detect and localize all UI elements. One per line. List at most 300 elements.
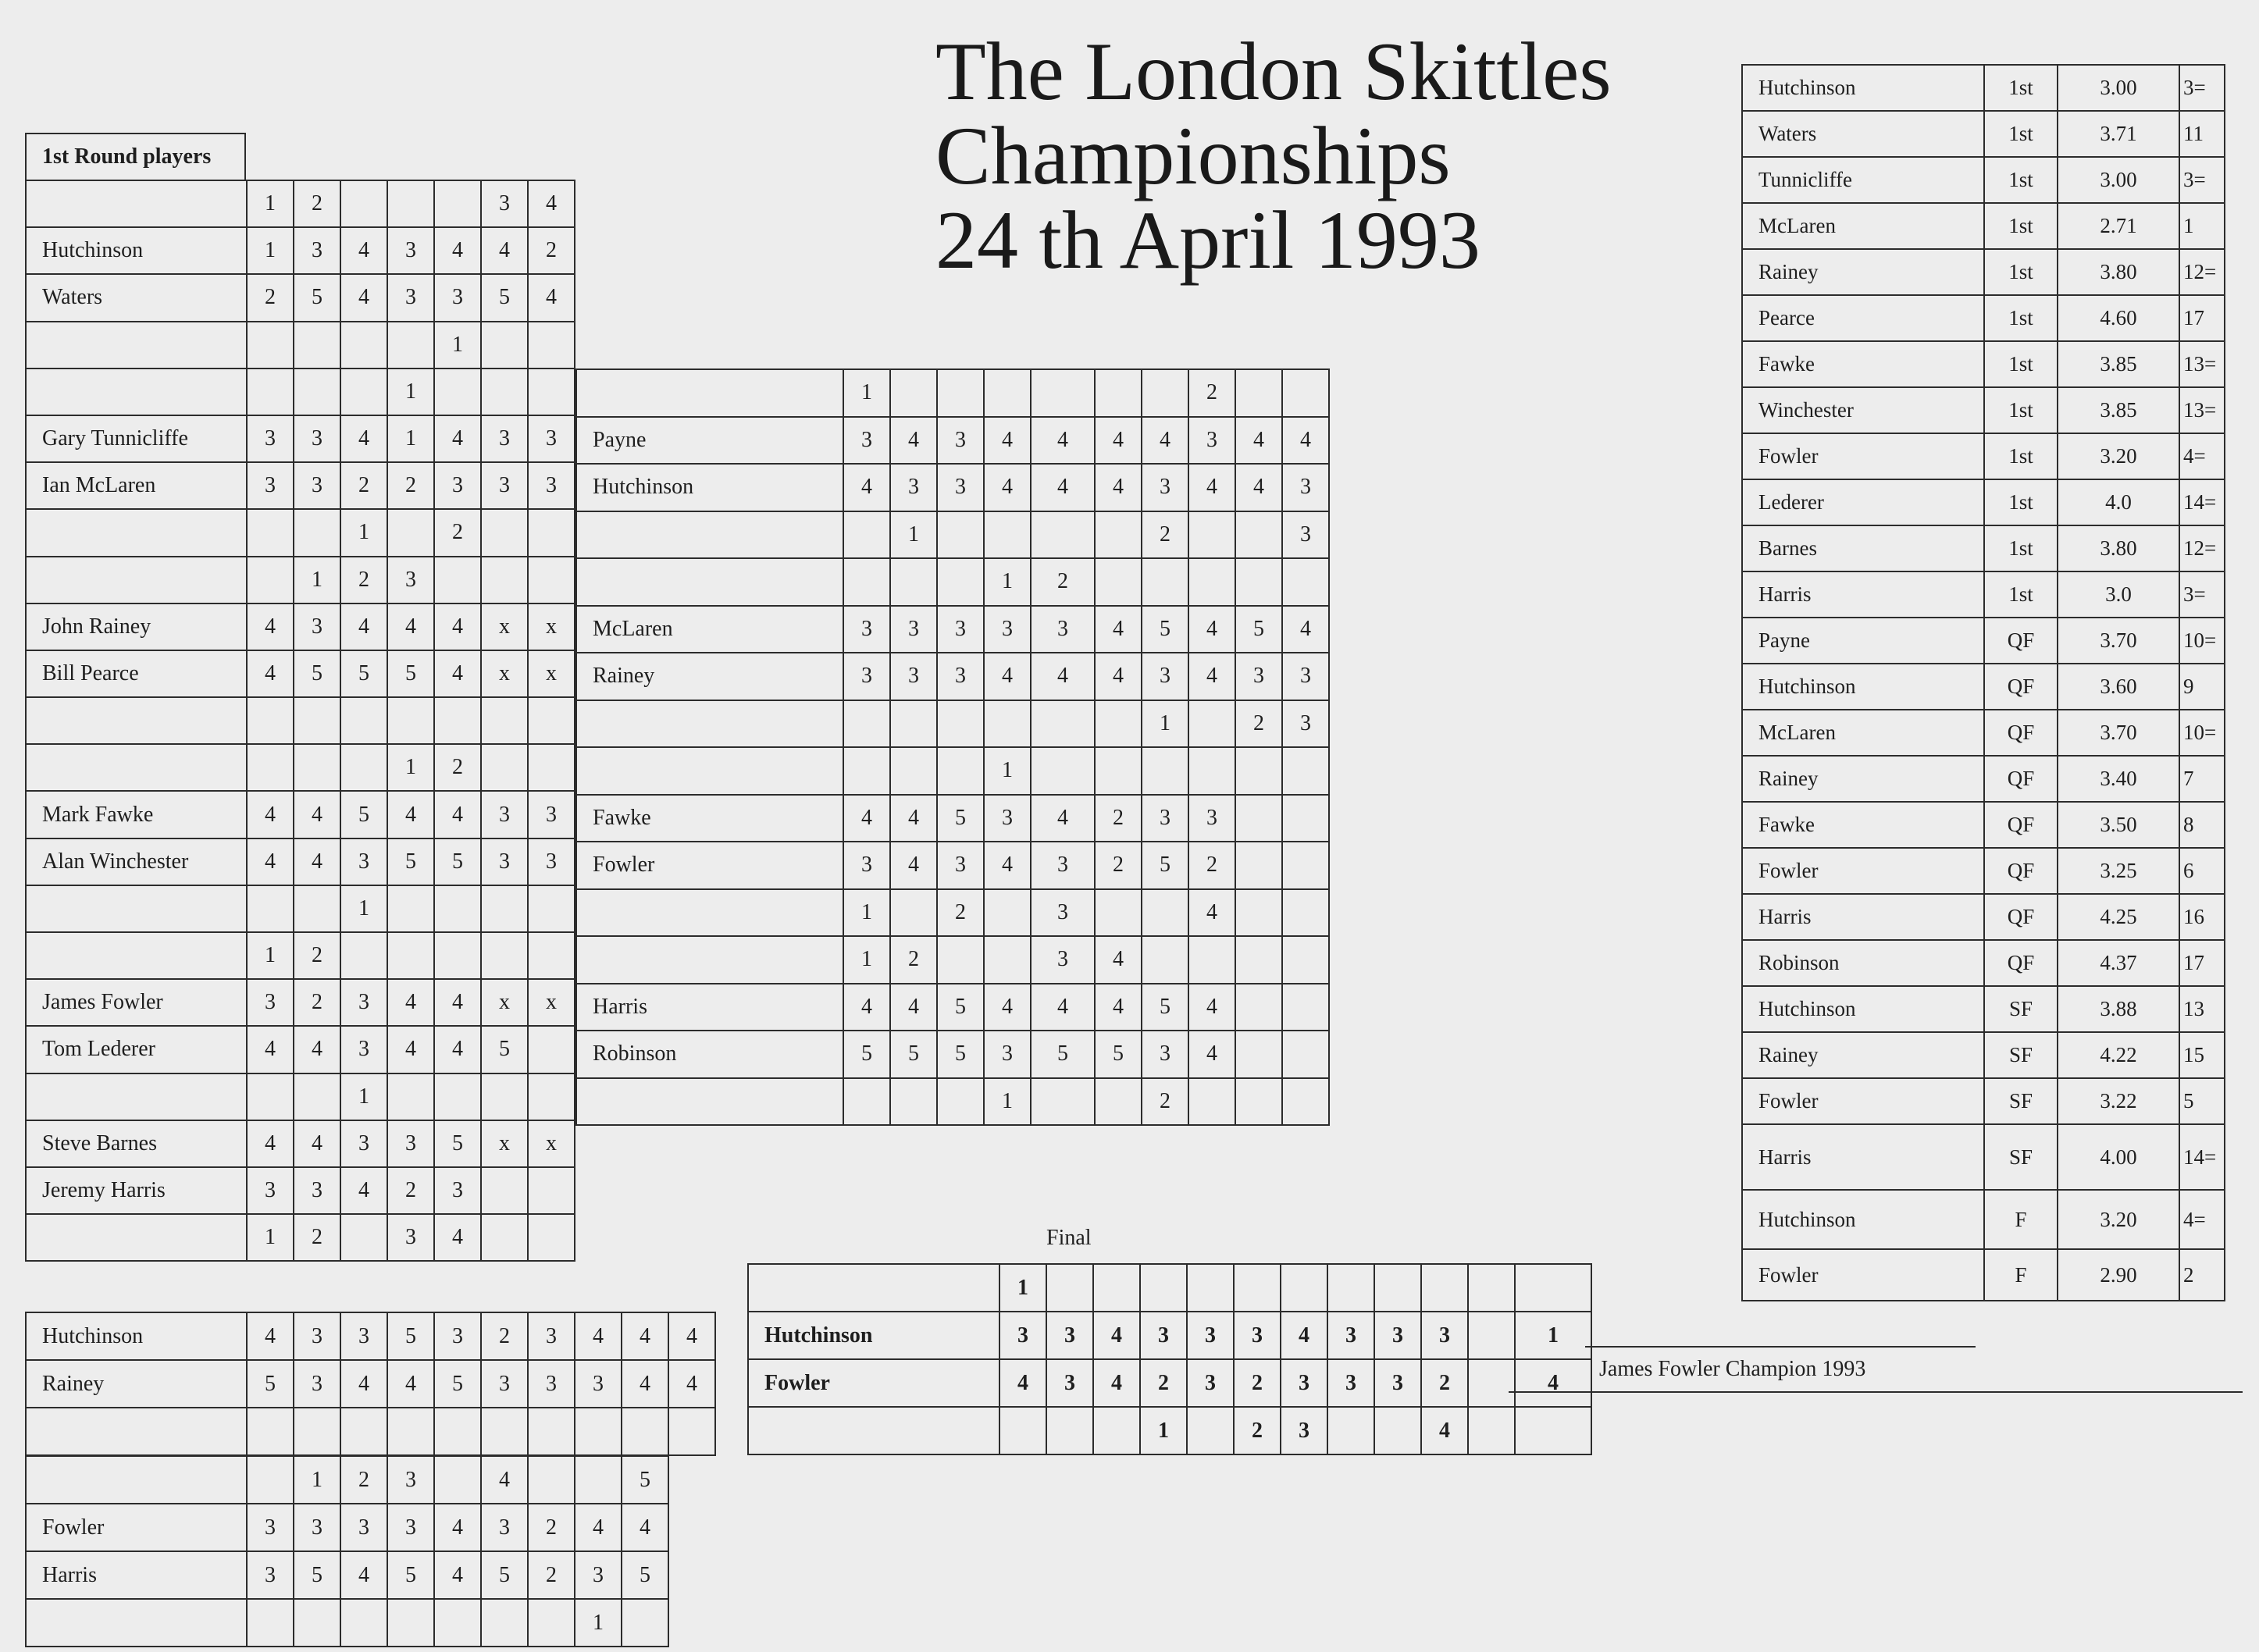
player-name: Harris (1742, 894, 1984, 940)
result-row (1742, 664, 2225, 710)
score-cell: 2 (1142, 1078, 1188, 1126)
score-cell: 4 (294, 838, 340, 885)
average-cell: 3.00 (2058, 157, 2179, 203)
score-cell: 3 (434, 462, 481, 509)
score-cell: 2 (1188, 369, 1235, 417)
score-cell (999, 1407, 1046, 1454)
player-name: Fawke (576, 795, 843, 842)
player-row (26, 885, 575, 932)
player-row (576, 1078, 1329, 1126)
score-cell: 1 (387, 744, 434, 791)
score-cell: 4 (622, 1312, 668, 1360)
score-cell: 4 (434, 791, 481, 838)
score-cell: 3 (340, 1504, 387, 1551)
score-cell (1235, 558, 1282, 606)
score-cell (294, 697, 340, 744)
player-name: Harris (26, 1551, 247, 1599)
score-cell: 3 (1282, 700, 1329, 748)
score-cell (1095, 747, 1142, 795)
score-cell: 3 (1374, 1359, 1421, 1407)
score-cell: 5 (843, 1031, 890, 1078)
score-cell: 3 (1142, 653, 1188, 700)
player-name: Waters (1742, 111, 1984, 157)
score-cell (1095, 558, 1142, 606)
score-cell: 5 (247, 1360, 294, 1408)
score-cell (247, 697, 294, 744)
score-cell: 4 (1031, 417, 1095, 465)
player-row (576, 936, 1329, 984)
score-cell (294, 322, 340, 368)
score-cell: 1 (387, 368, 434, 415)
score-cell (1282, 842, 1329, 889)
score-cell (668, 1408, 715, 1455)
first-round-grid (25, 180, 575, 1262)
round-cell: SF (1984, 986, 2058, 1032)
score-cell (1188, 511, 1235, 559)
player-name: Mark Fawke (26, 791, 247, 838)
score-cell (1282, 558, 1329, 606)
score-cell: 5 (937, 795, 984, 842)
player-row (576, 464, 1329, 511)
score-cell (481, 697, 528, 744)
round-cell: 1st (1984, 157, 2058, 203)
score-cell (1235, 795, 1282, 842)
score-cell (1235, 984, 1282, 1031)
score-cell: 3 (340, 1312, 387, 1360)
score-cell (247, 885, 294, 932)
result-row (1742, 571, 2225, 618)
score-cell: 3 (294, 462, 340, 509)
score-cell (340, 1599, 387, 1647)
score-cell: 1 (340, 885, 387, 932)
player-name: Lederer (1742, 479, 1984, 525)
score-cell: 3 (481, 791, 528, 838)
score-cell: 2 (890, 936, 937, 984)
player-name: Fowler (1742, 848, 1984, 894)
player-name (26, 697, 247, 744)
page-title (935, 26, 1612, 286)
player-name: Barnes (1742, 525, 1984, 571)
round-cell: SF (1984, 1032, 2058, 1078)
score-cell: 3 (843, 417, 890, 465)
round-cell: F (1984, 1249, 2058, 1301)
result-row (1742, 203, 2225, 249)
score-cell: 4 (434, 603, 481, 650)
player-name (26, 885, 247, 932)
score-cell (481, 1073, 528, 1120)
player-name (26, 1599, 247, 1647)
score-cell (481, 744, 528, 791)
score-cell (937, 369, 984, 417)
player-name (26, 509, 247, 556)
score-cell: 3 (387, 1504, 434, 1551)
score-cell: 4 (387, 603, 434, 650)
score-cell: 1 (984, 558, 1031, 606)
score-cell (1282, 889, 1329, 937)
score-cell: 4 (1095, 417, 1142, 465)
player-name: Payne (1742, 618, 1984, 664)
score-cell: 4 (340, 227, 387, 274)
score-cell: 5 (937, 1031, 984, 1078)
score-cell (622, 1408, 668, 1455)
score-cell (481, 885, 528, 932)
score-cell (387, 1408, 434, 1455)
round-cell: QF (1984, 894, 2058, 940)
title-line-3: 24 th April 1993 (935, 194, 1480, 286)
score-cell: 4 (294, 1026, 340, 1073)
score-cell: 3 (434, 1312, 481, 1360)
score-cell (1188, 558, 1235, 606)
score-cell (340, 1214, 387, 1261)
score-cell: 3 (1046, 1359, 1093, 1407)
player-row (26, 322, 575, 368)
score-cell: 4 (999, 1359, 1046, 1407)
average-cell: 3.88 (2058, 986, 2179, 1032)
score-cell: 4 (1188, 889, 1235, 937)
result-row (1742, 940, 2225, 986)
score-cell: 4 (434, 1214, 481, 1261)
score-cell: 3 (247, 462, 294, 509)
score-cell: 3 (481, 838, 528, 885)
score-cell: 4 (1282, 606, 1329, 653)
score-cell (1093, 1407, 1140, 1454)
score-cell: 5 (622, 1456, 668, 1504)
score-cell: 4 (387, 791, 434, 838)
score-cell: 2 (294, 979, 340, 1026)
score-cell: 4 (1188, 653, 1235, 700)
score-cell: 2 (528, 1504, 575, 1551)
score-cell: 3 (1142, 795, 1188, 842)
result-row (1742, 1032, 2225, 1078)
score-cell: 3 (1031, 842, 1095, 889)
score-cell: 3 (984, 606, 1031, 653)
score-cell (528, 368, 575, 415)
score-cell: 3 (528, 838, 575, 885)
score-cell (1187, 1264, 1234, 1312)
player-name: Steve Barnes (26, 1120, 247, 1167)
score-cell (528, 1599, 575, 1647)
player-name (576, 700, 843, 748)
score-cell (1095, 889, 1142, 937)
player-name: Payne (576, 417, 843, 465)
score-cell (528, 885, 575, 932)
average-cell: 3.40 (2058, 756, 2179, 802)
score-cell: 3 (1234, 1312, 1281, 1359)
score-cell: 1 (999, 1264, 1046, 1312)
score-cell: 3 (1046, 1312, 1093, 1359)
player-name (576, 1078, 843, 1126)
average-cell: 3.25 (2058, 848, 2179, 894)
score-cell: 3 (843, 606, 890, 653)
average-cell: 2.71 (2058, 203, 2179, 249)
score-cell (1235, 1078, 1282, 1126)
score-cell: 4 (668, 1360, 715, 1408)
score-cell (247, 509, 294, 556)
player-row (576, 747, 1329, 795)
score-cell: 1 (247, 1214, 294, 1261)
score-cell: 4 (1031, 653, 1095, 700)
round-cell: QF (1984, 618, 2058, 664)
score-cell (434, 697, 481, 744)
score-cell: 4 (1031, 795, 1095, 842)
score-cell (247, 557, 294, 603)
score-cell: 4 (1188, 984, 1235, 1031)
score-cell: 3 (1282, 464, 1329, 511)
score-cell (1235, 369, 1282, 417)
player-name (576, 936, 843, 984)
score-cell (937, 747, 984, 795)
score-cell: 4 (434, 650, 481, 697)
player-row (26, 180, 575, 227)
player-name: Rainey (1742, 249, 1984, 295)
player-row (26, 1456, 668, 1504)
player-name (748, 1264, 999, 1312)
score-cell: 5 (1095, 1031, 1142, 1078)
rank-cell: 17 (2179, 295, 2225, 341)
score-cell: 3 (999, 1312, 1046, 1359)
score-cell: 1 (843, 369, 890, 417)
score-cell (843, 511, 890, 559)
score-cell: 4 (890, 795, 937, 842)
score-cell (340, 1408, 387, 1455)
player-row (748, 1359, 1591, 1407)
score-cell: 4 (340, 415, 387, 462)
score-cell: 4 (1281, 1312, 1327, 1359)
score-cell: 3 (575, 1360, 622, 1408)
score-cell: 4 (1095, 653, 1142, 700)
score-cell (937, 700, 984, 748)
score-cell: 3 (387, 274, 434, 321)
score-cell: 3 (294, 415, 340, 462)
score-cell: 3 (247, 979, 294, 1026)
average-cell: 3.85 (2058, 387, 2179, 433)
score-cell (1031, 1078, 1095, 1126)
rank-cell: 13 (2179, 986, 2225, 1032)
score-cell (1468, 1407, 1515, 1454)
semi-final-2-grid (25, 1455, 669, 1647)
score-cell (1282, 369, 1329, 417)
score-cell: 3 (1282, 653, 1329, 700)
round-cell: F (1984, 1190, 2058, 1249)
score-cell (481, 509, 528, 556)
score-cell: 4 (843, 464, 890, 511)
average-cell: 3.85 (2058, 341, 2179, 387)
average-cell: 3.70 (2058, 618, 2179, 664)
score-cell: 3 (481, 462, 528, 509)
score-cell: 3 (340, 838, 387, 885)
score-cell (434, 180, 481, 227)
score-cell (1046, 1264, 1093, 1312)
player-name: Rainey (1742, 1032, 1984, 1078)
score-cell: 5 (1031, 1031, 1095, 1078)
rank-cell: 12= (2179, 249, 2225, 295)
score-cell: x (481, 979, 528, 1026)
score-cell (1327, 1407, 1374, 1454)
player-name: Hutchinson (26, 1312, 247, 1360)
player-row (576, 984, 1329, 1031)
score-cell: 4 (984, 984, 1031, 1031)
score-cell (528, 1214, 575, 1261)
score-cell: 4 (387, 979, 434, 1026)
score-cell (1046, 1407, 1093, 1454)
score-cell (890, 369, 937, 417)
score-cell (1468, 1264, 1515, 1312)
champion-label: James Fowler Champion 1993 (1599, 1357, 1866, 1381)
player-row (26, 1167, 575, 1214)
score-cell: 4 (434, 1504, 481, 1551)
score-cell (481, 322, 528, 368)
score-cell: 3 (843, 842, 890, 889)
score-cell: 3 (387, 227, 434, 274)
rank-cell: 15 (2179, 1032, 2225, 1078)
score-cell: 5 (387, 650, 434, 697)
score-cell (1282, 1031, 1329, 1078)
round-cell: 1st (1984, 111, 2058, 157)
score-cell (1327, 1264, 1374, 1312)
player-row (26, 462, 575, 509)
score-cell: 4 (247, 1312, 294, 1360)
rank-cell: 14= (2179, 1124, 2225, 1190)
score-cell (294, 1599, 340, 1647)
player-row (26, 932, 575, 979)
player-name: Jeremy Harris (26, 1167, 247, 1214)
score-cell: 2 (294, 1214, 340, 1261)
score-cell: 5 (340, 650, 387, 697)
score-cell (843, 747, 890, 795)
score-cell: 1 (984, 747, 1031, 795)
score-cell (387, 885, 434, 932)
score-cell: 3 (1188, 417, 1235, 465)
score-cell: 3 (387, 557, 434, 603)
score-cell: 4 (1093, 1312, 1140, 1359)
score-cell (1095, 700, 1142, 748)
player-name: Bill Pearce (26, 650, 247, 697)
rank-cell: 7 (2179, 756, 2225, 802)
score-cell (937, 511, 984, 559)
score-cell: 4 (1095, 936, 1142, 984)
result-row (1742, 65, 2225, 111)
score-cell: 1 (294, 557, 340, 603)
score-cell (434, 1456, 481, 1504)
player-row (26, 650, 575, 697)
player-name (26, 557, 247, 603)
champion-rule-upper (1585, 1346, 1976, 1348)
player-row (26, 1214, 575, 1261)
score-cell (481, 1214, 528, 1261)
score-cell (1281, 1264, 1327, 1312)
score-cell: 3 (1031, 889, 1095, 937)
score-cell (340, 697, 387, 744)
average-cell: 3.60 (2058, 664, 2179, 710)
score-cell: x (528, 979, 575, 1026)
score-cell: 3 (1282, 511, 1329, 559)
score-cell: 3 (1140, 1312, 1187, 1359)
score-cell: 3 (937, 606, 984, 653)
score-cell: 2 (528, 1551, 575, 1599)
average-cell: 3.00 (2058, 65, 2179, 111)
score-cell: 2 (340, 557, 387, 603)
score-cell: 5 (481, 1551, 528, 1599)
score-cell (247, 322, 294, 368)
score-cell: 2 (1095, 795, 1142, 842)
average-cell: 3.22 (2058, 1078, 2179, 1124)
score-cell: 2 (1234, 1407, 1281, 1454)
score-cell (1234, 1264, 1281, 1312)
player-row (576, 558, 1329, 606)
round-cell: QF (1984, 848, 2058, 894)
score-cell (528, 1167, 575, 1214)
score-cell (1515, 1264, 1591, 1312)
score-cell: 4 (340, 1360, 387, 1408)
score-cell: x (481, 1120, 528, 1167)
player-name: Fowler (748, 1359, 999, 1407)
score-cell: 4 (575, 1312, 622, 1360)
score-cell (1235, 747, 1282, 795)
final-grid (747, 1263, 1592, 1455)
score-cell: 2 (528, 227, 575, 274)
player-row (26, 744, 575, 791)
player-name (26, 744, 247, 791)
score-cell: 5 (481, 274, 528, 321)
score-cell: 2 (1142, 511, 1188, 559)
player-name: Alan Winchester (26, 838, 247, 885)
score-cell: 3 (1374, 1312, 1421, 1359)
score-cell (1095, 511, 1142, 559)
round-cell: QF (1984, 756, 2058, 802)
result-row (1742, 341, 2225, 387)
score-cell: 3 (247, 1167, 294, 1214)
score-cell: x (528, 603, 575, 650)
score-cell (434, 1408, 481, 1455)
score-cell: 3 (481, 415, 528, 462)
score-cell: 5 (294, 650, 340, 697)
score-cell (387, 322, 434, 368)
round-cell: 1st (1984, 295, 2058, 341)
player-row (576, 700, 1329, 748)
score-cell (528, 557, 575, 603)
score-cell: 3 (247, 1504, 294, 1551)
score-cell: 4 (1515, 1359, 1591, 1407)
score-cell: 2 (294, 180, 340, 227)
score-cell: 3 (481, 1504, 528, 1551)
score-cell: 3 (528, 462, 575, 509)
score-cell (843, 700, 890, 748)
rank-cell: 5 (2179, 1078, 2225, 1124)
score-cell (890, 889, 937, 937)
score-cell: 3 (937, 417, 984, 465)
score-cell: 5 (1142, 606, 1188, 653)
score-cell (984, 889, 1031, 937)
result-row (1742, 1190, 2225, 1249)
score-cell: 4 (294, 1120, 340, 1167)
score-cell: 4 (294, 791, 340, 838)
score-cell (1188, 747, 1235, 795)
score-cell: 3 (434, 1167, 481, 1214)
score-cell: 3 (294, 1312, 340, 1360)
player-name: McLaren (1742, 203, 1984, 249)
score-cell: 3 (890, 653, 937, 700)
round-cell: QF (1984, 802, 2058, 848)
result-row (1742, 756, 2225, 802)
result-row (1742, 157, 2225, 203)
score-cell: x (481, 650, 528, 697)
player-row (26, 274, 575, 321)
rank-cell: 3= (2179, 157, 2225, 203)
score-cell (434, 885, 481, 932)
score-cell (1187, 1407, 1234, 1454)
score-cell: 5 (294, 274, 340, 321)
player-name: Hutchinson (748, 1312, 999, 1359)
